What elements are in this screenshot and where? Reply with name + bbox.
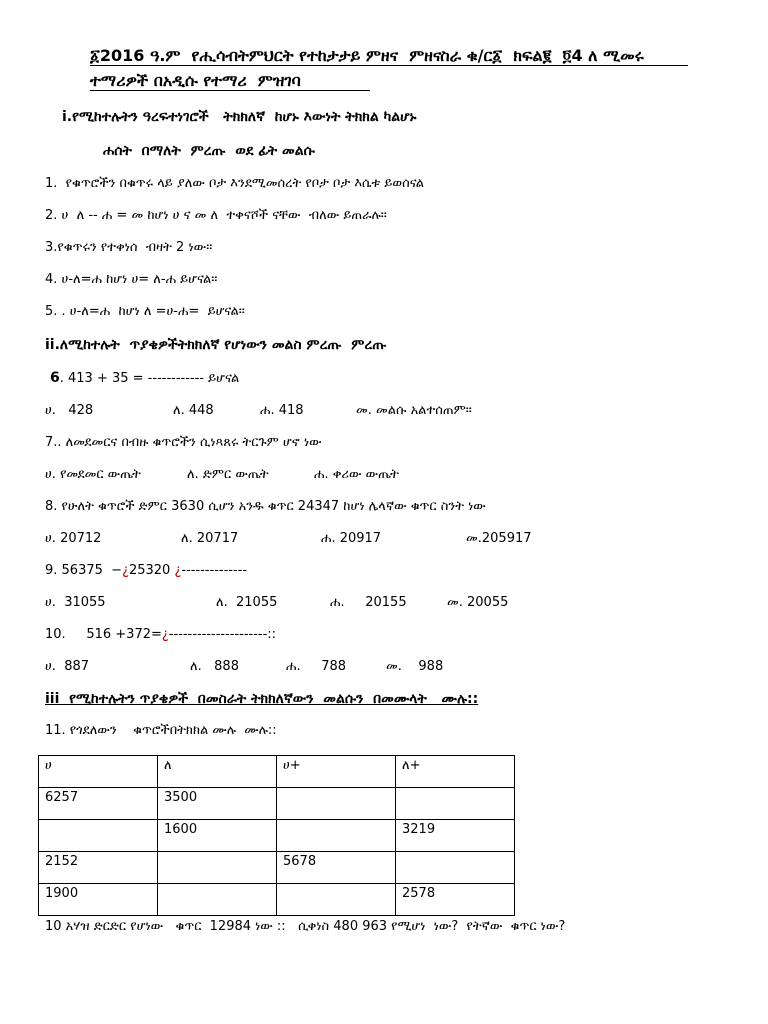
table-cell[interactable]: 1600 [158,820,277,852]
q6-option-d[interactable]: መ. መልሱ አልተሰጠም። [356,403,472,418]
table-cell[interactable]: 3500 [158,788,277,820]
subtitle-underline [90,90,370,91]
q8-option-d[interactable]: መ.205917 [466,531,532,546]
question-4: 4. ሀ-ለ=ሐ ከሆነ ሀ= ለ-ሐ ይሆናል። [45,272,218,287]
table-cell[interactable] [396,852,515,884]
table-cell[interactable] [277,788,396,820]
q9-mark-2: ¿ [174,563,182,578]
section-1-subheading: ሐሰት በማለት ምረጡ ወደ ፊት መልሱ [103,143,315,159]
table-header-cell: ሀ [39,756,158,788]
title-underline [90,65,688,66]
q9-prefix: 9. 56375 − [45,563,123,578]
q9-mark-1: ¿ [122,563,129,578]
table-header-cell: ለ [158,756,277,788]
question-6-number: 6 [50,370,60,386]
table-cell[interactable]: 3219 [396,820,515,852]
table-cell[interactable] [158,852,277,884]
table-cell[interactable] [158,884,277,916]
q9-option-c[interactable]: ሐ. 20155 [330,595,407,610]
table-header-row [39,756,515,788]
q10-option-d[interactable]: መ. 988 [386,659,444,674]
question-1: 1. የቁጥሮችን በቁጥሩ ላይ ያለው ቦታ እንደሚመሰረት የቦታ ቦታ እሴቱ ይወሰናል [45,176,424,191]
q7-option-c[interactable]: ሐ. ቀሪው ውጤት [314,467,399,482]
q10-option-a[interactable]: ሀ. 887 [45,659,90,674]
question-8: 8. የሁለት ቁጥሮች ድምር 3630 ሲሆን አንዱ ቁጥር 24347 ከሆነ ሌላኛው ቁጥር ስንት ነው [45,499,486,514]
q10-option-c[interactable]: ሐ. 788 [286,659,347,674]
table-cell[interactable] [396,788,515,820]
table-header-cell: ሀ+ [277,756,396,788]
q6-option-a[interactable]: ሀ. 428 [45,403,94,418]
fill-in-table [38,755,515,916]
table-cell[interactable]: 2152 [39,852,158,884]
q9-option-a[interactable]: ሀ. 31055 [45,595,106,610]
table-cell[interactable]: 6257 [39,788,158,820]
q8-option-b[interactable]: ለ. 20717 [181,531,239,546]
question-10 [45,626,276,644]
q6-option-c[interactable]: ሐ. 418 [260,403,304,418]
q8-option-c[interactable]: ሐ. 20917 [321,531,382,546]
table-cell[interactable]: 2578 [396,884,515,916]
q9-option-b[interactable]: ለ. 21055 [216,595,278,610]
table-cell[interactable]: 5678 [277,852,396,884]
section-1-heading: i.የሚከተሉትን ዓረፍተነገሮች ትክክለኛ ከሆኑ እውነት ትክክል ካልሆኑ [62,109,417,125]
q7-option-a[interactable]: ሀ. የመደመር ውጤት [45,467,141,482]
table-header-cell: ለ+ [396,756,515,788]
question-6-text: . 413 + 35 = ------------ ይሆናል [59,371,240,386]
section-3-heading: iii የሚከተሉትን ጥያቄዎች በመስራት ትክክለኛውን መልሱን በመሙላት ሙሉ:: [45,691,479,707]
table-cell[interactable]: 1900 [39,884,158,916]
question-9 [45,562,247,580]
table-cell[interactable] [277,884,396,916]
q6-option-b[interactable]: ለ. 448 [173,403,214,418]
question-5: 5. . ሀ-ለ=ሐ ከሆነ ለ =ሀ-ሐ= ይሆናል። [45,304,245,319]
page-subtitle: ተማሪዎች በአዲሱ የተማሪ ምዝገባ [90,71,301,90]
q10-mark: ¿ [161,627,169,642]
table-row [39,820,515,852]
section-2-heading: ii.ለሚከተሉት ጥያቄዎችትክክለኛ የሆነውን መልስ ምረጡ ምረጡ [45,337,387,353]
question-12: 10 አሃዝ ድርድር የሆነው ቁጥር 12984 ነው :: ሲቀነስ 480 963 የሚሆነ ነው? የትኛው ቁጥር ነው? [45,919,566,934]
question-3: 3.የቁጥሩን የተቀነሰ ብዛት 2 ነው። [45,240,213,255]
table-row [39,852,515,884]
question-7: 7.. ለመደመርና በብዙ ቁጥሮችን ሲነጻጸሩ ትርጉም ሆኖ ነው [45,435,322,450]
table-cell[interactable] [277,820,396,852]
q9-option-d[interactable]: መ. 20055 [447,595,509,610]
q10-prefix: 10. 516 +372= [45,627,162,642]
question-11: 11. የጎደለውን ቁጥሮችበትክክል ሙሉ ሙሉ:: [45,723,277,738]
page-title: ፩2016 ዓ.ም የሒሳብትምህርት የተከታታይ ምዘና ምዘናስራ ቁ/ር፩ ክፍል፪ ፬4 ለ ሚመሩ [90,46,644,65]
q7-option-b[interactable]: ለ. ድምር ውጤት [187,467,269,482]
q10-suffix: ---------------------:: [168,627,277,642]
q10-option-b[interactable]: ለ. 888 [190,659,239,674]
q9-suffix: -------------- [181,563,248,578]
table-row [39,884,515,916]
q9-mid: 25320 [128,563,175,578]
table-row [39,788,515,820]
question-6 [50,369,239,388]
table-cell[interactable] [39,820,158,852]
q8-option-a[interactable]: ሀ. 20712 [45,531,102,546]
question-2: 2. ሀ ለ -- ሐ = መ ከሆነ ሀ ና መ ለ ተቀናሾች ናቸው ብለው ይጠራሉ። [45,208,387,223]
